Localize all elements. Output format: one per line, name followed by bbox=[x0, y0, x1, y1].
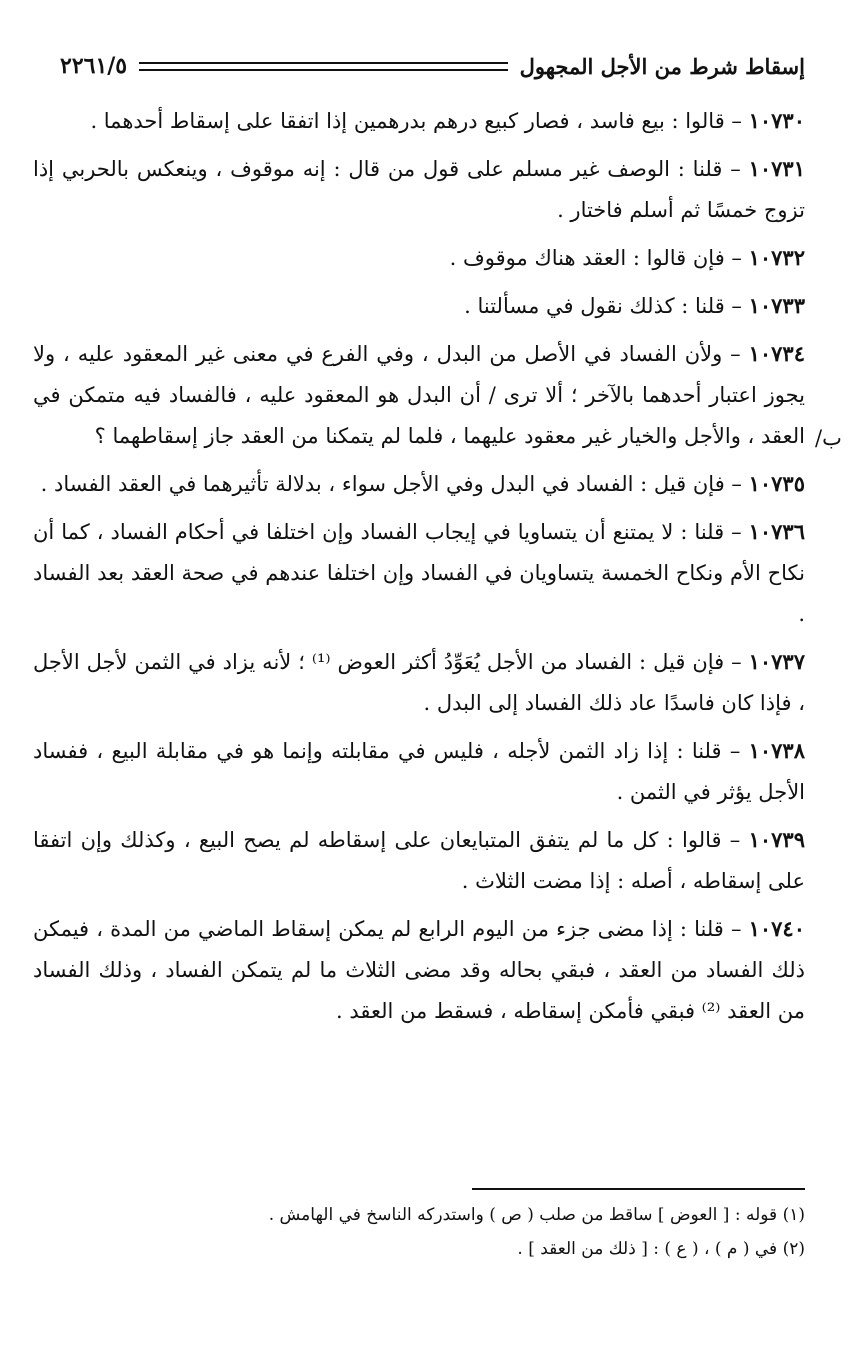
paragraph-text: – قلنا : كذلك نقول في مسألتنا . bbox=[464, 294, 749, 318]
paragraph bbox=[33, 285, 805, 327]
paragraph bbox=[33, 819, 805, 902]
paragraph-text: – قلنا : إذا زاد الثمن لأجله ، فليس في مقابلته وإنما هو في مقابلة البيع ، ففساد الأجل يؤثر في الثمن . bbox=[33, 739, 805, 804]
paragraph bbox=[33, 730, 805, 813]
paragraph-text: – فإن قيل : الفساد من الأجل يُعَوِّدُ أكثر العوض ⁽¹⁾ ؛ لأنه يزاد في الثمن لأجل الأجل ، فإذا كان فاسدًا عاد ذلك الفساد إلى البدل . bbox=[33, 650, 805, 715]
footnote: (١) قوله : [ العوض ] ساقط من صلب ( ص ) واستدركه الناسخ في الهامش . bbox=[268, 1205, 805, 1225]
paragraph-number: ١٠٧٣٢ bbox=[748, 245, 805, 270]
paragraph bbox=[33, 908, 805, 1032]
paragraph-number: ١٠٧٤٠ bbox=[748, 916, 805, 941]
paragraph-text: – قلنا : الوصف غير مسلم على قول من قال : إنه موقوف ، وينعكس بالحربي إذا تزوج خمسًا ثم أسلم فاختار . bbox=[33, 157, 805, 222]
paragraph bbox=[33, 237, 805, 279]
main-text bbox=[33, 100, 805, 1038]
paragraph-number: ١٠٧٣١ bbox=[748, 156, 805, 181]
footnote: (٢) في ( م ) ، ( ع ) : [ ذلك من العقد ] . bbox=[517, 1239, 805, 1259]
paragraph-number: ١٠٧٣٧ bbox=[748, 649, 805, 674]
paragraph-text: – قلنا : لا يمتنع أن يتساويا في إيجاب الفساد وإن اختلفا في أحكام الفساد ، كما أن نكاح الأم ونكاح الخمسة يتساويان في الفساد وإن اختلفا عندهم في صحة العقد بعد الفساد . bbox=[33, 520, 805, 626]
header-double-rule bbox=[139, 62, 508, 71]
page-header bbox=[60, 46, 805, 86]
paragraph bbox=[33, 511, 805, 635]
paragraph bbox=[33, 148, 805, 231]
margin-folio-note: /ب bbox=[815, 426, 842, 450]
paragraph-number: ١٠٧٣٤ bbox=[748, 341, 805, 366]
paragraph-number: ١٠٧٣٣ bbox=[748, 293, 805, 318]
footnotes bbox=[33, 1200, 805, 1268]
paragraph-number: ١٠٧٣٨ bbox=[748, 738, 805, 763]
chapter-title: إسقاط شرط من الأجل المجهول bbox=[519, 53, 805, 79]
paragraph-text: – ولأن الفساد في الأصل من البدل ، وفي الفرع في معنى غير المعقود عليه ، ولا يجوز اعتبار أحدهما بالآخر ؛ ألا ترى / أن البدل هو المعقود عليه ، فالفساد فيه متمكن في العقد ، والأجل والخيار غير معقود عليهما ، فلما لم يتمكنا من العقد جاز إسقاطهما ؟ bbox=[33, 342, 805, 448]
paragraph-text: – قلنا : إذا مضى جزء من اليوم الرابع لم يمكن إسقاط الماضي من المدة ، فيمكن ذلك الفساد من العقد ، فبقي بحاله وقد مضى الثلاث ما لم يتمكن الفساد ، وذلك الفساد من العقد ⁽²⁾ فبقي فأمكن إسقاطه ، فسقط من العقد . bbox=[33, 917, 805, 1023]
paragraph-number: ١٠٧٣٩ bbox=[748, 827, 805, 852]
paragraph bbox=[33, 100, 805, 142]
paragraph-text: – قالوا : كل ما لم يتفق المتبايعان على إسقاطه لم يصح البيع ، وكذلك وإن اتفقا على إسقاطه ، أصله : إذا مضت الثلاث . bbox=[33, 828, 805, 893]
page-number: ٢٢٦١/٥ bbox=[60, 53, 128, 79]
paragraph-number: ١٠٧٣٥ bbox=[748, 471, 805, 496]
paragraph bbox=[33, 333, 805, 457]
paragraph-number: ١٠٧٣٦ bbox=[748, 519, 805, 544]
paragraph-text: – فإن قيل : الفساد في البدل وفي الأجل سواء ، بدلالة تأثيرهما في العقد الفساد . bbox=[40, 472, 749, 496]
footnote-separator bbox=[472, 1188, 805, 1190]
paragraph-text: – قالوا : بيع فاسد ، فصار كبيع درهم بدرهمين إذا اتفقا على إسقاط أحدهما . bbox=[90, 109, 749, 133]
paragraph bbox=[33, 641, 805, 724]
paragraph-text: – فإن قالوا : العقد هناك موقوف . bbox=[449, 246, 749, 270]
paragraph bbox=[33, 463, 805, 505]
paragraph-number: ١٠٧٣٠ bbox=[748, 108, 805, 133]
